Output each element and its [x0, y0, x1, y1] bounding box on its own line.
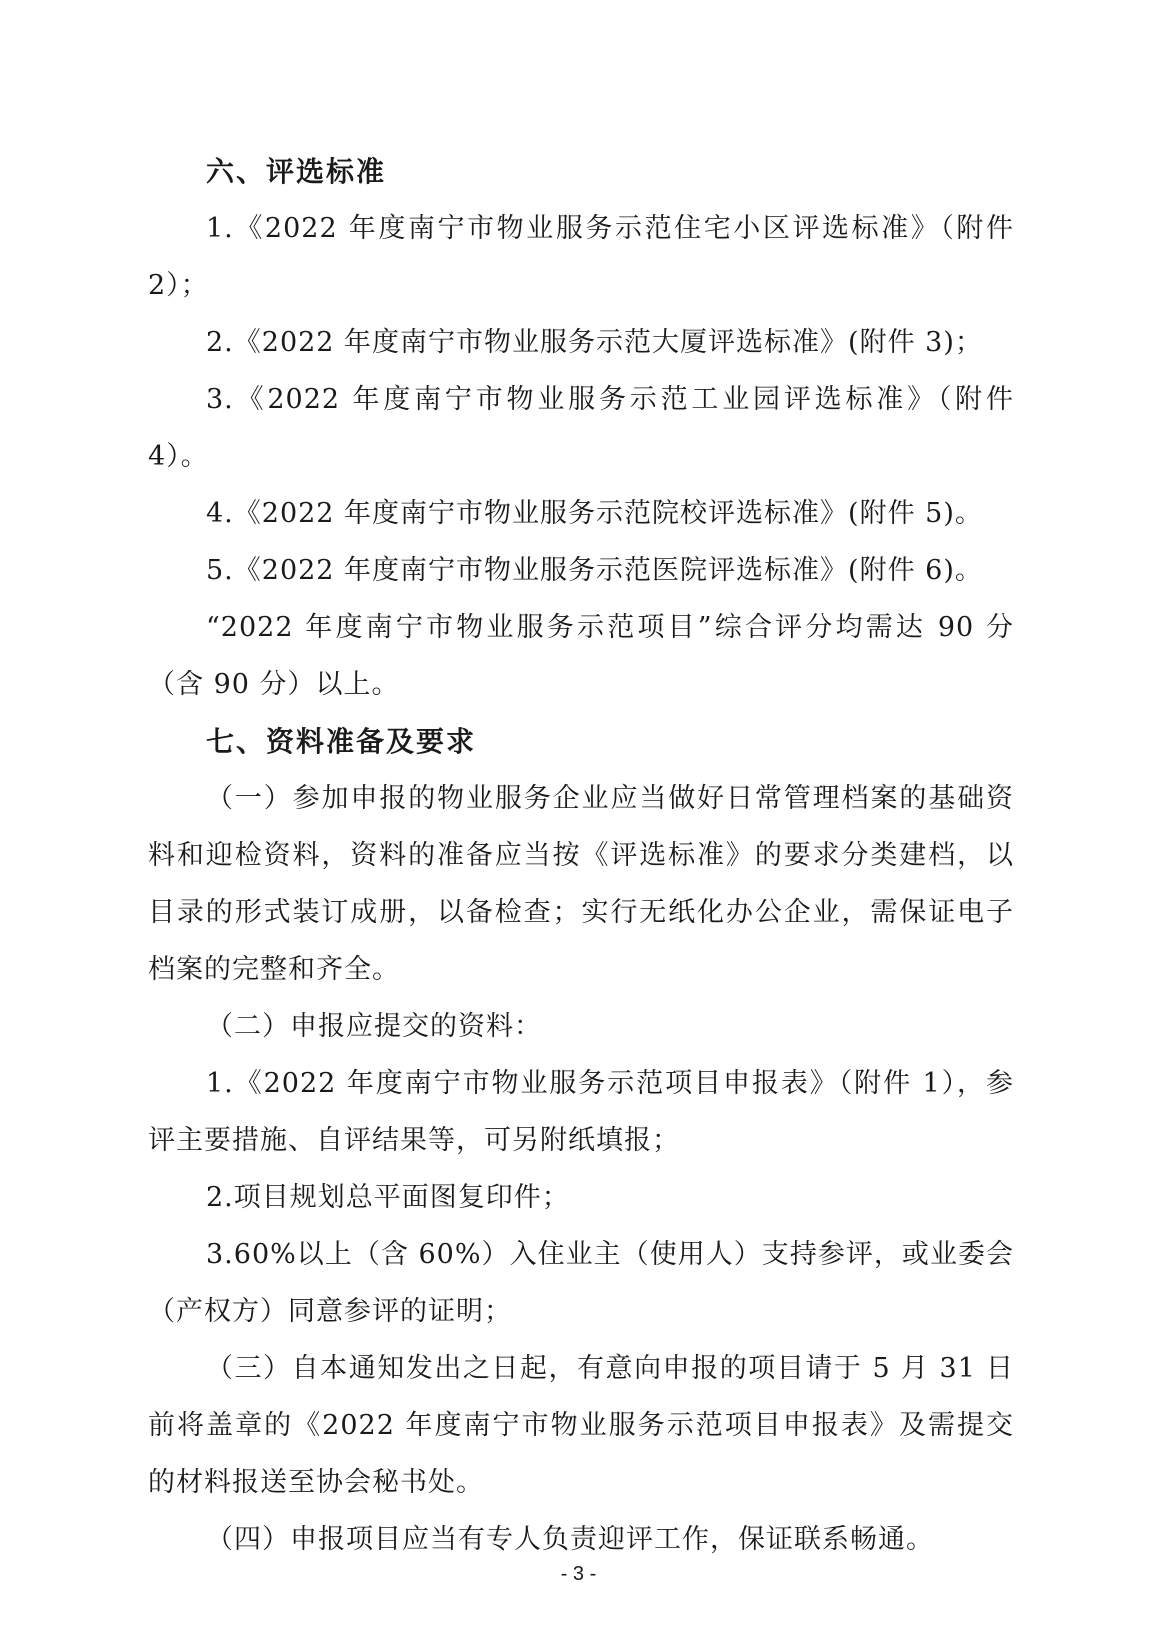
criteria-item-3: 3.《2022 年度南宁市物业服务示范工业园评选标准》（附件 4）。	[148, 384, 1014, 472]
submission-item-1: 1.《2022 年度南宁市物业服务示范项目申报表》（附件 1），参评主要措施、自评结果等，可另附纸填报；	[148, 1068, 1014, 1156]
criteria-item-5: 5.《2022 年度南宁市物业服务示范医院评选标准》(附件 6)。	[206, 555, 983, 586]
requirement-3: （三）自本通知发出之日起，有意向申报的项目请于 5 月 31 日前将盖章的《2022 年度南宁市物业服务示范项目申报表》及需提交的材料报送至协会秘书处。	[148, 1353, 1014, 1498]
document-body	[148, 143, 1014, 1568]
requirement-1: （一）参加申报的物业服务企业应当做好日常管理档案的基础资料和迎检资料，资料的准备应当按《评选标准》的要求分类建档，以目录的形式装订成册，以备检查；实行无纸化办公企业，需保证电子档案的完整和齐全。	[148, 783, 1014, 985]
requirement-4: （四）申报项目应当有专人负责迎评工作，保证联系畅通。	[206, 1524, 934, 1555]
page-number: - 3 -	[560, 1563, 597, 1585]
criteria-item-1: 1.《2022 年度南宁市物业服务示范住宅小区评选标准》（附件 2）；	[148, 213, 1014, 301]
score-requirement: “2022 年度南宁市物业服务示范项目”综合评分均需达 90 分（含 90 分）以上。	[148, 612, 1014, 700]
criteria-item-2: 2.《2022 年度南宁市物业服务示范大厦评选标准》(附件 3)；	[206, 327, 983, 358]
submission-item-3: 3.60%以上（含 60%）入住业主（使用人）支持参评，或业委会（产权方）同意参评的证明；	[148, 1239, 1014, 1327]
requirement-2: （二）申报应提交的资料：	[206, 1011, 542, 1042]
section-7-heading: 七、资料准备及要求	[206, 725, 477, 758]
criteria-item-4: 4.《2022 年度南宁市物业服务示范院校评选标准》(附件 5)。	[206, 498, 983, 529]
submission-item-2: 2.项目规划总平面图复印件；	[206, 1182, 570, 1213]
section-6-heading: 六、评选标准	[206, 155, 387, 188]
